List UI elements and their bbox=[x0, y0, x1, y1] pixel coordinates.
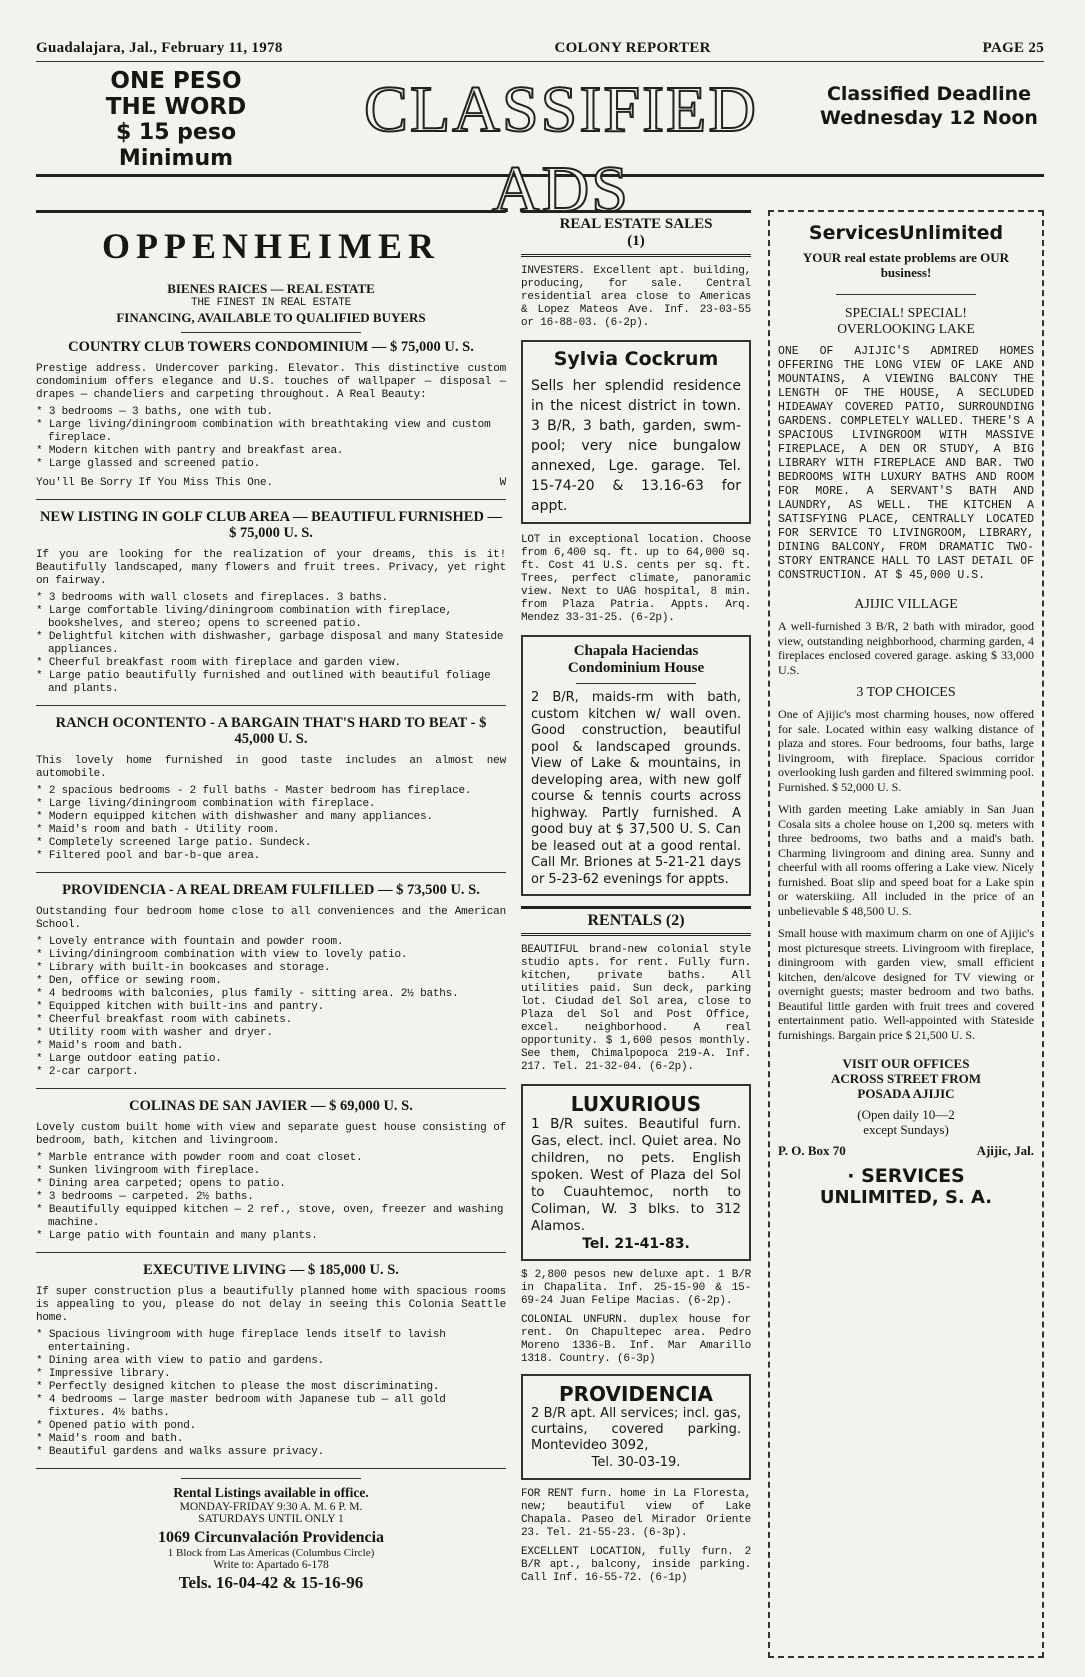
feature-item: * Beautiful gardens and walks assure privacy. bbox=[36, 1446, 506, 1459]
chapala-ad bbox=[521, 635, 751, 896]
feature-item: * Opened patio with pond. bbox=[36, 1420, 506, 1433]
listing-intro: Prestige address. Undercover parking. Elevator. This distinctive custom condominium offers elegance and U.S. touches of wallpaper — disposal — drapes — chandeliers and carpeting throughout. A Real Beauty: bbox=[36, 363, 506, 401]
luxurious-ad bbox=[521, 1084, 751, 1261]
village-text: A well-furnished 3 B/R, 2 bath with mirador, good view, outstanding neighborhood, charming garden, 4 fireplaces enclosed covered garage. asking $ 33,000 U.S. bbox=[778, 619, 1034, 677]
services-unlimited-ad bbox=[768, 210, 1044, 1650]
feature-item: * Modern equipped kitchen with dishwasher and many appliances. bbox=[36, 811, 506, 824]
listing-heading: EXECUTIVE LIVING — $ 185,000 U. S. bbox=[143, 1262, 399, 1278]
chapala-text: 2 B/R, maids-rm with bath, custom kitchen w/ wall oven. Good construction, beautiful pool & landscaped grounds. View of Lake & mountains, in developing area, with new golf course & tennis courts across highway. Partly furnished. A good buy at $ 37,500 U. S. Can be leased out at a good rental. Call Mr. Briones at 5-21-21 days or 5-23-62 evenings for appts. bbox=[531, 690, 741, 887]
listing bbox=[36, 339, 506, 500]
real-estate-header bbox=[521, 210, 751, 257]
rate-line-1: ONE PESO bbox=[110, 68, 242, 94]
office-address: 1069 Circunvalación Providencia bbox=[157, 1529, 385, 1546]
columns bbox=[36, 210, 1044, 1650]
real-estate-title: REAL ESTATE SALES bbox=[559, 216, 713, 232]
feature-item: * Large outdoor eating patio. bbox=[36, 1053, 506, 1066]
feature-item: * Equipped kitchen with built-ins and pantry. bbox=[36, 1001, 506, 1014]
page-number: PAGE 25 bbox=[982, 40, 1044, 56]
deadline-line-1: Classified Deadline bbox=[826, 83, 1032, 105]
providencia-text: 2 B/R apt. All services; incl. gas, curtains, covered parking. Montevideo 3092, bbox=[531, 1406, 741, 1453]
listing-divider bbox=[36, 1088, 506, 1089]
feature-item: * Den, office or sewing room. bbox=[36, 975, 506, 988]
divider bbox=[836, 294, 976, 295]
listing-intro: If you are looking for the realization of your dreams, this is it! Beautifully landscaped, many flowers and fruit trees. Privacy, yet right on fairway. bbox=[36, 549, 506, 587]
sylvia-ad bbox=[521, 340, 751, 524]
real-estate-number: (1) bbox=[627, 233, 645, 249]
office-write: Write to: Apartado 6-178 bbox=[213, 1559, 329, 1571]
oppenheimer-sub-3: FINANCING, AVAILABLE TO QUALIFIED BUYERS bbox=[116, 310, 426, 325]
listing-features bbox=[36, 785, 506, 863]
feature-item: * Maid's room and bath. bbox=[36, 1433, 506, 1446]
special-line-1: SPECIAL! SPECIAL! bbox=[845, 305, 967, 320]
sylvia-name: Sylvia Cockrum bbox=[553, 348, 719, 370]
listings bbox=[36, 339, 506, 1469]
services-box bbox=[768, 210, 1044, 1658]
listing-footer bbox=[36, 477, 506, 490]
chapala-title-2: Condominium House bbox=[567, 660, 705, 676]
choice-3: Small house with maximum charm on one of Ajijic's most picturesque streets. Livingroom with fireplace, diningroom with garden view, small efficient kitchen, den/alcove designed for TV viewing or overnight guests; master bedroom and two baths. Beautiful little garden with fruit trees and covered entertainment patio. Well-appointed with Stateside furnishings. Bargain price $ 21,500 U. S. bbox=[778, 926, 1034, 1042]
open-hours bbox=[778, 1107, 1034, 1137]
listing bbox=[36, 715, 506, 873]
listing-features bbox=[36, 1152, 506, 1243]
investers-ad: INVESTERS. Excellent apt. building, producing, for sale. Central residential area close to Americas & Lopez Mateos Ave. Inf. 23-03-55 or 16-88-03. (6-2p). bbox=[521, 265, 751, 329]
feature-item: * Large living/diningroom combination with fireplace. bbox=[36, 798, 506, 811]
town: Ajijic, Jal. bbox=[976, 1143, 1034, 1158]
listing-features bbox=[36, 936, 506, 1079]
oppenheimer-name: OPPENHEIMER bbox=[101, 226, 440, 266]
feature-item: * Beautifully equipped kitchen — 2 ref., stove, oven, freezer and washing machine. bbox=[36, 1204, 506, 1230]
deadline-line-2: Wednesday 12 Noon bbox=[820, 107, 1038, 129]
listing-heading: PROVIDENCIA - A REAL DREAM FULFILLED — $ 73,500 U. S. bbox=[62, 882, 480, 898]
special-line-2: OVERLOOKING LAKE bbox=[837, 321, 975, 336]
listing-divider bbox=[36, 705, 506, 706]
excellent-location-ad: EXCELLENT LOCATION, fully furn. 2 B/R apt., balcony, inside parking. Call Inf. 16-55-72. (6-1p) bbox=[521, 1546, 751, 1584]
services-tagline: YOUR real estate problems are OUR business! bbox=[802, 250, 1010, 280]
feature-item: * Sunken livingroom with fireplace. bbox=[36, 1165, 506, 1178]
oppenheimer-sub-1: BIENES RAICES — REAL ESTATE bbox=[167, 281, 375, 296]
feature-item: * Marble entrance with powder room and coat closet. bbox=[36, 1152, 506, 1165]
visit-line-2: ACROSS STREET FROM bbox=[830, 1071, 981, 1086]
listing-features bbox=[36, 1329, 506, 1459]
rate-minimum: $ 15 peso Minimum bbox=[115, 120, 237, 171]
listing-intro: If super construction plus a beautifully planned home with spacious rooms is appealing to you, please do not delay in seeing this Colonia Seattle home. bbox=[36, 1286, 506, 1324]
village-title: AJIJIC VILLAGE bbox=[854, 597, 958, 612]
divider bbox=[181, 1478, 361, 1479]
choices-title: 3 TOP CHOICES bbox=[856, 685, 956, 700]
feature-item: * Large patio with fountain and many plants. bbox=[36, 1230, 506, 1243]
luxurious-tel: Tel. 21-41-83. bbox=[582, 1236, 690, 1252]
visit-line-3: POSADA AJIJIC bbox=[857, 1086, 955, 1101]
open-line-1: (Open daily 10—2 bbox=[857, 1107, 955, 1122]
listing-heading: RANCH OCONTENTO - A BARGAIN THAT'S HARD TO BEAT - $ 45,000 U. S. bbox=[55, 715, 487, 747]
colonial-ad: COLONIAL UNFURN. duplex house for rent. On Chapultepec area. Pedro Moreno 1336-B. Inf. Mar Amarillo 1318. Country. (6-3p) bbox=[521, 1314, 751, 1365]
listing-intro: This lovely home furnished in good taste includes an almost new automobile. bbox=[36, 755, 506, 780]
feature-item: * 2-car carport. bbox=[36, 1066, 506, 1079]
feature-item: * Cheerful breakfast room with fireplace and garden view. bbox=[36, 657, 506, 670]
chapalita-ad: $ 2,800 pesos new deluxe apt. 1 B/R in Chapalita. Inf. 25-15-90 & 15-69-24 Juan Felipe Macias. (6-2p). bbox=[521, 1269, 751, 1307]
feature-item: * Filtered pool and bar-b-que area. bbox=[36, 850, 506, 863]
choice-1: One of Ajijic's most charming houses, now offered for sale. Located within easy walking distance of plaza and stores. Four bedrooms, four baths, large livingroom, with fireplace. Spacious corridor overlooking lush garden and filtered swimming pool. Furnished. $ 52,000 U. S. bbox=[778, 707, 1034, 794]
listing-intro: Outstanding four bedroom home close to all conveniences and the American School. bbox=[36, 906, 506, 931]
luxurious-text: 1 B/R suites. Beautiful furn. Gas, elect. incl. Quiet area. No children, no pets. English spoken. West of Plaza del Sol to Cuauhtemoc, north to Coliman, W. 3 blks. to 312 Alamos. bbox=[531, 1116, 741, 1234]
listing-heading: COUNTRY CLUB TOWERS CONDOMINIUM — $ 75,000 U. S. bbox=[68, 339, 474, 355]
dateline: Guadalajara, Jal., February 11, 1978 bbox=[36, 40, 283, 56]
services-title: ServicesUnlimited bbox=[808, 222, 1004, 244]
brand-line-1: · SERVICES bbox=[847, 1165, 965, 1187]
beautiful-ad: BEAUTIFUL brand-new colonial style studio apts. for rent. Fully furn. kitchen, private baths. All utilities paid. Sun deck, parking lot. Ciudad del Sol area, close to Plaza del Sol and Post Office, excel. neighborhood. A real opportunity. $ 1,600 pesos monthly. See them, Chimalpopoca 219-A. Inf. 217. Tel. 21-32-04. (6-2p). bbox=[521, 944, 751, 1073]
office-block: 1 Block from Las Americas (Columbus Circle) bbox=[167, 1547, 375, 1559]
feature-item: * 3 bedrooms — 3 baths, one with tub. bbox=[36, 406, 506, 419]
listing bbox=[36, 1098, 506, 1253]
feature-item: * Delightful kitchen with dishwasher, garbage disposal and many Stateside appliances. bbox=[36, 631, 506, 657]
feature-item: * 4 bedrooms — large master bedroom with Japanese tub — all gold fixtures. 4½ baths. bbox=[36, 1394, 506, 1420]
feature-item: * Large comfortable living/diningroom combination with fireplace, bookshelves, and stereo; opens to screened patio. bbox=[36, 605, 506, 631]
running-header bbox=[36, 40, 1044, 62]
listing-features bbox=[36, 406, 506, 471]
feature-item: * 4 bedrooms with balconies, plus family - sitting area. 2½ baths. bbox=[36, 988, 506, 1001]
feature-item: * Living/diningroom combination with view to lovely patio. bbox=[36, 949, 506, 962]
rate-box bbox=[56, 68, 296, 172]
listing-divider bbox=[36, 499, 506, 500]
divider bbox=[181, 332, 361, 333]
feature-item: * Dining area with view to patio and gardens. bbox=[36, 1355, 506, 1368]
feature-item: * Large living/diningroom combination with breathtaking view and custom fireplace. bbox=[36, 419, 506, 445]
brand-line-2: UNLIMITED, S. A. bbox=[819, 1187, 993, 1208]
listing-heading: NEW LISTING IN GOLF CLUB AREA — BEAUTIFUL FURNISHED — $ 75,000 U. S. bbox=[39, 509, 503, 541]
listing bbox=[36, 882, 506, 1089]
divider bbox=[576, 683, 696, 684]
visit-block bbox=[778, 1056, 1034, 1101]
feature-item: * 2 spacious bedrooms - 2 full baths - Master bedroom has fireplace. bbox=[36, 785, 506, 798]
feature-item: * Completely screened large patio. Sundeck. bbox=[36, 837, 506, 850]
paper-name: COLONY REPORTER bbox=[554, 40, 711, 56]
listing-mark: W bbox=[499, 477, 506, 489]
feature-item: * Modern kitchen with pantry and breakfast area. bbox=[36, 445, 506, 458]
lake-house-text: ONE OF AJIJIC'S ADMIRED HOMES OFFERING THE LONG VIEW OF LAKE AND MOUNTAINS, A VIEWING BALCONY THE LENGTH OF THE HOUSE, A SECLUDED HIDEAWAY COVERED PATIO, SURROUNDING GARDENS. COMPLETELY WALLED. THERE'S A SPACIOUS LIVINGROOM WITH MASSIVE FIREPLACE, A DEN OR STUDY, A BIG LIBRARY WITH FIREPLACE AND BAR. TWO BEDROOMS WITH LUXURY BATHS AND ROOM FOR MORE. A SERVANT'S BATH AND LAUNDRY, AS WELL. THE KITCHEN A SATISFYING PLACE, CENTRALLY LOCATED FOR SERVICE TO LIVINGROOM, LIBRARY, DINING BALCONY, FROM DRAMATIC TWO-STORY ENTRANCE HALL TO LAST DETAIL OF CONSTRUCTION. AT $ 45,000 U.S. bbox=[778, 345, 1034, 582]
newspaper-page bbox=[36, 40, 1044, 1650]
open-line-2: except Sundays) bbox=[863, 1122, 949, 1137]
providencia-ad bbox=[521, 1374, 751, 1480]
listing-divider bbox=[36, 872, 506, 873]
oppenheimer-sub-2: THE FINEST IN REAL ESTATE bbox=[190, 297, 352, 309]
office-rentals: Rental Listings available in office. bbox=[173, 1485, 369, 1500]
office-saturdays: SATURDAYS UNTIL ONLY 1 bbox=[198, 1513, 344, 1525]
feature-item: * Perfectly designed kitchen to please the most discriminating. bbox=[36, 1381, 506, 1394]
feature-item: * Library with built-in bookcases and storage. bbox=[36, 962, 506, 975]
providencia-tel: Tel. 30-03-19. bbox=[591, 1455, 681, 1470]
office-hours: MONDAY-FRIDAY 9:30 A. M. 6 P. M. bbox=[179, 1501, 363, 1513]
listing-divider bbox=[36, 1252, 506, 1253]
sylvia-text: Sells her splendid residence in the nicest district in town. 3 B/R, 3 bath, garden, swm-pool; very nice bungalow annexed, Lge. garage. Tel. 15-74-20 & 13.16-63 for appt. bbox=[531, 378, 741, 514]
chapala-title-1: Chapala Haciendas bbox=[573, 643, 699, 659]
office-info bbox=[36, 1485, 506, 1593]
listing bbox=[36, 1262, 506, 1469]
contact-line bbox=[778, 1143, 1034, 1159]
listing-intro: Lovely custom built home with view and separate guest house consisting of bedroom, bath, kitchen and livingroom. bbox=[36, 1122, 506, 1147]
listing-heading: COLINAS DE SAN JAVIER — $ 69,000 U. S. bbox=[129, 1098, 413, 1114]
listing bbox=[36, 509, 506, 706]
feature-item: * Utility room with washer and dryer. bbox=[36, 1027, 506, 1040]
rate-line-2: THE WORD bbox=[105, 94, 247, 120]
feature-item: * Large glassed and screened patio. bbox=[36, 458, 506, 471]
oppenheimer-ad bbox=[36, 210, 506, 1653]
visit-line-1: VISIT OUR OFFICES bbox=[842, 1056, 970, 1071]
feature-item: * Lovely entrance with fountain and powder room. bbox=[36, 936, 506, 949]
feature-item: * Large patio beautifully furnished and outlined with beautiful foliage and plants. bbox=[36, 670, 506, 696]
feature-item: * 3 bedrooms with wall closets and fireplaces. 3 baths. bbox=[36, 592, 506, 605]
luxurious-title: LUXURIOUS bbox=[570, 1092, 702, 1116]
deadline-box bbox=[814, 82, 1044, 130]
feature-item: * Maid's room and bath - Utility room. bbox=[36, 824, 506, 837]
listing-features bbox=[36, 592, 506, 696]
lot-ad: LOT in exceptional location. Choose from 6,400 sq. ft. up to 64,000 sq. ft. Cost 41 U.S. cents per sq. ft. Trees, perfect climate, panoramic view. Next to UAG hospital, 8 min. from Plaza Patria. Appts. Arq. Mendez 33-31-25. (6-2p). bbox=[521, 534, 751, 624]
office-tels: Tels. 16-04-42 & 15-16-96 bbox=[178, 1573, 364, 1592]
choice-2: With garden meeting Lake amiably in San Juan Cosala sits a cholee house on 1,200 sq. meters with three bedrooms, two baths and a maid's bath. Charming livingroom and dining area. Sunny and cheerful with all rooms offering a Lake view. Nicely furnished. Boat slip and speed boat for a Lake spin or waterskiing. All included in the price of an unbelievable $ 48,500 U. S. bbox=[778, 802, 1034, 918]
listing-footer-text: You'll Be Sorry If You Miss This One. bbox=[36, 477, 273, 489]
feature-item: * Cheerful breakfast room with cabinets. bbox=[36, 1014, 506, 1027]
floresta-ad: FOR RENT furn. home in La Floresta, new; beautiful view of Lake Chapala. Paseo del Mirador Oriente 23. Tel. 21-55-23. (6-3p). bbox=[521, 1488, 751, 1539]
listing-divider bbox=[36, 1468, 506, 1469]
po-box: P. O. Box 70 bbox=[778, 1143, 846, 1158]
section-title: CLASSIFIED ADS bbox=[363, 73, 759, 226]
feature-item: * Dining area carpeted; opens to patio. bbox=[36, 1178, 506, 1191]
feature-item: * Spacious livingroom with huge fireplace lends itself to lavish entertaining. bbox=[36, 1329, 506, 1355]
rentals-title: RENTALS (2) bbox=[521, 906, 751, 936]
feature-item: * 3 bedrooms — carpeted. 2½ baths. bbox=[36, 1191, 506, 1204]
feature-item: * Impressive library. bbox=[36, 1368, 506, 1381]
column-middle bbox=[521, 210, 751, 1650]
feature-item: * Maid's room and bath. bbox=[36, 1040, 506, 1053]
providencia-title: PROVIDENCIA bbox=[558, 1382, 714, 1406]
